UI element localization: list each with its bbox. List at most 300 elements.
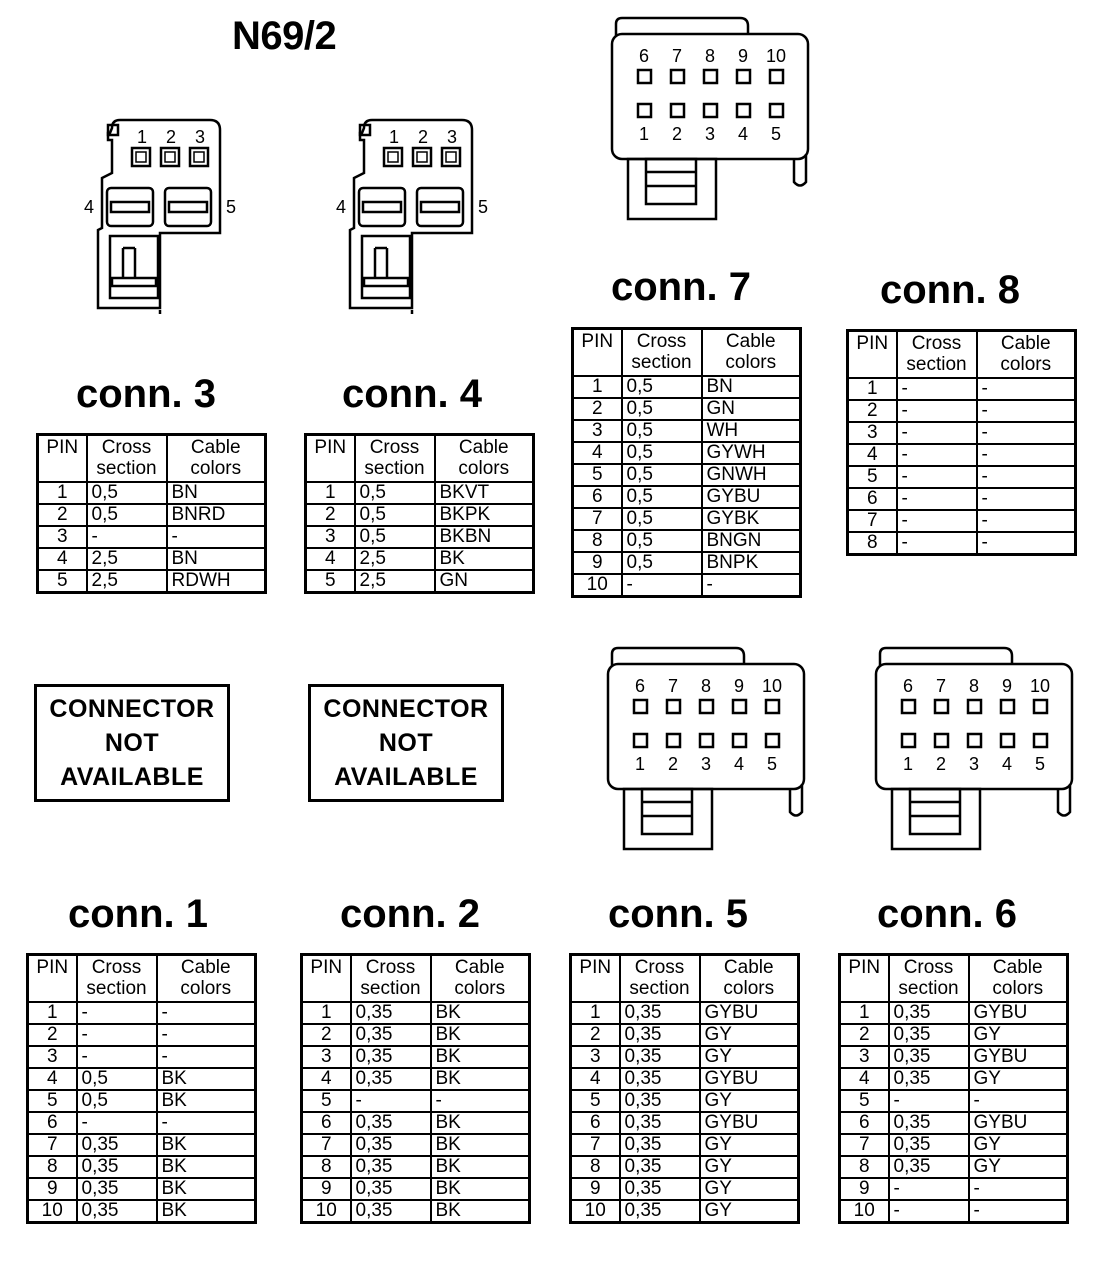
cable-color-cell: GYBU (969, 1002, 1068, 1024)
table-row (571, 1002, 799, 1024)
table-row (573, 508, 801, 530)
cable-color-cell: - (702, 574, 801, 597)
cross-section-header: Cross section (77, 955, 157, 1003)
cable-colors-header: Cable colors (700, 955, 799, 1003)
cable-color-cell: GY (969, 1024, 1068, 1046)
pin-cell: 9 (571, 1178, 620, 1200)
table-row (840, 1024, 1068, 1046)
cable-color-cell: - (157, 1002, 256, 1024)
header-row (38, 435, 266, 483)
cable-color-cell: GY (969, 1068, 1068, 1090)
pin-number-label: 10 (761, 676, 783, 696)
cross-section-cell: 2,5 (355, 570, 435, 593)
pin-cell: 1 (28, 1002, 77, 1024)
cable-color-cell: GN (435, 570, 534, 593)
table-row (840, 1090, 1068, 1112)
cross-section-cell: - (889, 1200, 969, 1223)
table-row (573, 530, 801, 552)
pin-number-label: 4 (737, 124, 749, 144)
cable-color-cell: BKVT (435, 482, 534, 504)
pin-number-label: 4 (336, 197, 347, 217)
table-row (840, 1068, 1068, 1090)
table-row (306, 548, 534, 570)
pin-cell: 10 (302, 1200, 351, 1223)
pin-cell: 2 (302, 1024, 351, 1046)
pin-number-label: 4 (84, 197, 95, 217)
pin-cell: 6 (573, 486, 622, 508)
pin-cell: 5 (840, 1090, 889, 1112)
pin-cell: 4 (302, 1068, 351, 1090)
pin-cell: 8 (573, 530, 622, 552)
pin-number-label: 3 (968, 754, 980, 774)
header-row (306, 435, 534, 483)
pin-number-label: 4 (1001, 754, 1013, 774)
cable-color-cell: BK (431, 1200, 530, 1223)
cross-section-cell: 0,35 (889, 1046, 969, 1068)
cross-section-cell: 0,5 (622, 486, 702, 508)
pin-number-label: 6 (634, 676, 646, 696)
cable-color-cell: BKPK (435, 504, 534, 526)
table-row (306, 526, 534, 548)
pin-header: PIN (306, 435, 355, 483)
table-row (38, 526, 266, 548)
pin-number-label: 3 (447, 127, 458, 147)
table-row (306, 570, 534, 593)
table-row (28, 1178, 256, 1200)
table-row (840, 1112, 1068, 1134)
cable-color-cell: BK (431, 1002, 530, 1024)
cross-section-cell: 0,35 (889, 1002, 969, 1024)
cross-section-cell: 0,5 (622, 442, 702, 464)
cable-color-cell: RDWH (167, 570, 266, 593)
cross-section-cell: 0,35 (620, 1178, 700, 1200)
pin-cell: 6 (28, 1112, 77, 1134)
pin-cell: 10 (571, 1200, 620, 1223)
cross-section-cell: 0,5 (622, 376, 702, 398)
cross-section-cell: 0,5 (355, 526, 435, 548)
table-row (302, 1178, 530, 1200)
pin-number-label: 2 (667, 754, 679, 774)
cross-section-cell: 0,35 (620, 1002, 700, 1024)
pin-cell: 9 (28, 1178, 77, 1200)
cable-color-cell: - (977, 422, 1076, 444)
pin-cell: 7 (848, 510, 897, 532)
cable-color-cell: BN (167, 548, 266, 570)
pin-number-label: 5 (478, 197, 489, 217)
cross-section-cell: - (77, 1002, 157, 1024)
pin-number-label: 7 (667, 676, 679, 696)
cross-section-cell: 0,35 (351, 1024, 431, 1046)
cross-section-cell: 0,35 (77, 1200, 157, 1223)
cable-color-cell: - (969, 1178, 1068, 1200)
table-row (848, 488, 1076, 510)
cross-section-cell: 2,5 (87, 570, 167, 593)
pin-number-label: 6 (902, 676, 914, 696)
cable-color-cell: GYBU (969, 1112, 1068, 1134)
cross-section-cell: - (87, 526, 167, 548)
conn1-pin-table (26, 953, 257, 1224)
header-row (573, 329, 801, 377)
cross-section-cell: - (897, 400, 977, 422)
pin-number-label: 2 (671, 124, 683, 144)
pin-cell: 6 (848, 488, 897, 510)
table-row (573, 486, 801, 508)
table-row (28, 1090, 256, 1112)
cable-color-cell: GY (700, 1178, 799, 1200)
cable-color-cell: GNWH (702, 464, 801, 486)
cross-section-cell: 0,5 (622, 530, 702, 552)
cross-section-cell: 0,35 (620, 1090, 700, 1112)
cable-color-cell: BK (431, 1156, 530, 1178)
cross-section-cell: 0,35 (351, 1200, 431, 1223)
cross-section-cell: 0,35 (620, 1046, 700, 1068)
table-row (571, 1178, 799, 1200)
connector-not-available-box-2 (308, 684, 504, 802)
table-row (840, 1002, 1068, 1024)
cross-section-cell: 0,35 (620, 1200, 700, 1223)
pin-cell: 3 (573, 420, 622, 442)
table-row (571, 1156, 799, 1178)
pin-cell: 5 (571, 1090, 620, 1112)
table-row (848, 378, 1076, 400)
pin-cell: 1 (38, 482, 87, 504)
cross-section-cell: 0,5 (622, 464, 702, 486)
pin-cell: 7 (28, 1134, 77, 1156)
cable-colors-header: Cable colors (969, 955, 1068, 1003)
pin-cell: 9 (840, 1178, 889, 1200)
cable-colors-header: Cable colors (435, 435, 534, 483)
cable-color-cell: BKBN (435, 526, 534, 548)
table-row (28, 1112, 256, 1134)
cross-section-cell: 0,35 (620, 1156, 700, 1178)
pin-cell: 3 (848, 422, 897, 444)
pin-number-label: 5 (1034, 754, 1046, 774)
table-row (573, 464, 801, 486)
table-row (840, 1200, 1068, 1223)
table-row (302, 1134, 530, 1156)
table-row (28, 1024, 256, 1046)
pin-header: PIN (840, 955, 889, 1003)
pin-header: PIN (302, 955, 351, 1003)
cable-color-cell: BNPK (702, 552, 801, 574)
cable-color-cell: - (431, 1090, 530, 1112)
pin-cell: 8 (840, 1156, 889, 1178)
cross-section-cell: 0,35 (77, 1178, 157, 1200)
conn7-title: conn. 7 (611, 265, 752, 309)
pin-cell: 3 (302, 1046, 351, 1068)
cable-color-cell: BK (157, 1090, 256, 1112)
header-row (848, 331, 1076, 379)
pin-cell: 4 (840, 1068, 889, 1090)
cross-section-cell: - (351, 1090, 431, 1112)
table-row (571, 1134, 799, 1156)
cable-color-cell: - (977, 510, 1076, 532)
cable-color-cell: GY (969, 1156, 1068, 1178)
pin-number-label: 9 (1001, 676, 1013, 696)
cross-section-cell: 0,5 (87, 504, 167, 526)
cable-color-cell: - (157, 1046, 256, 1068)
conn4-pin-table (304, 433, 535, 594)
cable-color-cell: - (157, 1024, 256, 1046)
cable-color-cell: - (969, 1200, 1068, 1223)
conn8-pin-table (846, 329, 1077, 556)
pin-number-label: 7 (935, 676, 947, 696)
pin-number-label: 5 (770, 124, 782, 144)
cable-color-cell: BK (431, 1112, 530, 1134)
pin-cell: 5 (306, 570, 355, 593)
pin-cell: 5 (573, 464, 622, 486)
cross-section-cell: 0,35 (351, 1156, 431, 1178)
pin-number-label: 5 (226, 197, 237, 217)
pin-cell: 1 (302, 1002, 351, 1024)
table-row (840, 1156, 1068, 1178)
table-row (302, 1046, 530, 1068)
cross-section-cell: - (77, 1024, 157, 1046)
pin-number-label: 4 (733, 754, 745, 774)
table-row (306, 504, 534, 526)
cable-colors-header: Cable colors (702, 329, 801, 377)
conn8-title: conn. 8 (880, 268, 1021, 312)
cross-section-cell: - (889, 1090, 969, 1112)
pin-cell: 3 (38, 526, 87, 548)
cross-section-cell: 0,5 (355, 504, 435, 526)
conn7-pin-table (571, 327, 802, 598)
table-row (28, 1046, 256, 1068)
cable-color-cell: GY (700, 1134, 799, 1156)
pin-number-label: 1 (389, 127, 400, 147)
pin-header: PIN (573, 329, 622, 377)
na-line: AVAILABLE (334, 763, 478, 791)
cable-color-cell: BK (431, 1068, 530, 1090)
pin-number-label: 2 (935, 754, 947, 774)
cable-color-cell: BN (167, 482, 266, 504)
table-row (848, 422, 1076, 444)
cross-section-header: Cross section (622, 329, 702, 377)
pin-cell: 3 (306, 526, 355, 548)
pin-number-label: 2 (418, 127, 429, 147)
cross-section-cell: 0,35 (620, 1068, 700, 1090)
header-row (302, 955, 530, 1003)
cross-section-cell: - (897, 444, 977, 466)
pin-cell: 2 (571, 1024, 620, 1046)
conn6-title: conn. 6 (877, 892, 1018, 936)
pin-header: PIN (571, 955, 620, 1003)
table-row (571, 1200, 799, 1223)
pin-cell: 7 (302, 1134, 351, 1156)
pin-cell: 6 (571, 1112, 620, 1134)
cable-color-cell: - (167, 526, 266, 548)
table-row (28, 1068, 256, 1090)
table-row (306, 482, 534, 504)
table-row (302, 1112, 530, 1134)
conn1-title: conn. 1 (68, 892, 209, 936)
table-row (28, 1156, 256, 1178)
cable-color-cell: BK (157, 1134, 256, 1156)
pin-header: PIN (38, 435, 87, 483)
cross-section-cell: 0,35 (620, 1112, 700, 1134)
ten-pin-connector-drawing-conn6 (874, 644, 1084, 854)
cross-section-cell: 0,35 (889, 1112, 969, 1134)
pin-cell: 2 (306, 504, 355, 526)
cable-color-cell: - (969, 1090, 1068, 1112)
pin-cell: 4 (571, 1068, 620, 1090)
pin-number-label: 1 (137, 127, 148, 147)
pin-cell: 1 (573, 376, 622, 398)
table-row (28, 1134, 256, 1156)
table-row (848, 510, 1076, 532)
cross-section-header: Cross section (355, 435, 435, 483)
header-row (840, 955, 1068, 1003)
pin-number-label: 3 (195, 127, 206, 147)
cross-section-cell: 0,5 (622, 508, 702, 530)
pin-number-label: 1 (638, 124, 650, 144)
pin-number-label: 3 (704, 124, 716, 144)
pin-number-label: 6 (638, 46, 650, 66)
page-title: N69/2 (232, 14, 337, 58)
cross-section-cell: 0,35 (889, 1156, 969, 1178)
table-row (28, 1200, 256, 1223)
cable-colors-header: Cable colors (167, 435, 266, 483)
pin-cell: 9 (302, 1178, 351, 1200)
cable-color-cell: BK (431, 1024, 530, 1046)
table-row (302, 1002, 530, 1024)
conn4-title: conn. 4 (342, 372, 483, 416)
conn3-pin-table (36, 433, 267, 594)
ten-pin-connector-drawing-top (610, 14, 820, 224)
cross-section-cell: 0,35 (351, 1046, 431, 1068)
table-row (848, 444, 1076, 466)
table-row (38, 548, 266, 570)
cable-color-cell: GYBU (702, 486, 801, 508)
conn5-pin-table (569, 953, 800, 1224)
pin-number-label: 8 (700, 676, 712, 696)
cable-colors-header: Cable colors (431, 955, 530, 1003)
header-row (28, 955, 256, 1003)
cable-color-cell: GYBU (700, 1002, 799, 1024)
cross-section-cell: - (889, 1178, 969, 1200)
table-row (848, 532, 1076, 555)
cable-color-cell: GYBU (700, 1112, 799, 1134)
table-row (840, 1046, 1068, 1068)
cross-section-cell: 2,5 (355, 548, 435, 570)
pin-cell: 8 (28, 1156, 77, 1178)
cable-color-cell: GY (969, 1134, 1068, 1156)
cross-section-cell: 0,35 (889, 1024, 969, 1046)
pin-cell: 2 (28, 1024, 77, 1046)
pin-cell: 9 (573, 552, 622, 574)
cross-section-cell: 0,5 (622, 552, 702, 574)
table-row (38, 504, 266, 526)
cable-color-cell: BK (431, 1046, 530, 1068)
pin-cell: 6 (302, 1112, 351, 1134)
cross-section-cell: 0,5 (77, 1068, 157, 1090)
small-connector-drawing-a (80, 118, 260, 323)
pin-header: PIN (848, 331, 897, 379)
cross-section-cell: - (897, 510, 977, 532)
cross-section-header: Cross section (87, 435, 167, 483)
cable-color-cell: - (977, 444, 1076, 466)
cross-section-cell: - (897, 532, 977, 555)
pin-cell: 7 (573, 508, 622, 530)
conn2-title: conn. 2 (340, 892, 481, 936)
na-line: AVAILABLE (60, 763, 204, 791)
table-row (302, 1024, 530, 1046)
cross-section-cell: 2,5 (87, 548, 167, 570)
pin-number-label: 1 (902, 754, 914, 774)
cable-color-cell: BK (157, 1156, 256, 1178)
pin-cell: 8 (571, 1156, 620, 1178)
small-connector-drawing-b (332, 118, 512, 323)
pin-cell: 4 (306, 548, 355, 570)
cable-color-cell: BK (435, 548, 534, 570)
pin-cell: 10 (28, 1200, 77, 1223)
table-row (571, 1090, 799, 1112)
cable-color-cell: GYBU (700, 1068, 799, 1090)
cross-section-cell: 0,35 (351, 1002, 431, 1024)
table-row (571, 1068, 799, 1090)
pin-cell: 6 (840, 1112, 889, 1134)
cross-section-cell: 0,35 (620, 1024, 700, 1046)
pin-number-label: 10 (765, 46, 787, 66)
cable-color-cell: GY (700, 1200, 799, 1223)
table-row (302, 1090, 530, 1112)
pin-cell: 7 (840, 1134, 889, 1156)
cable-color-cell: BK (157, 1068, 256, 1090)
cable-color-cell: BK (157, 1200, 256, 1223)
pin-cell: 5 (302, 1090, 351, 1112)
pin-cell: 1 (571, 1002, 620, 1024)
cable-color-cell: BK (431, 1178, 530, 1200)
na-line: CONNECTOR (323, 695, 489, 723)
na-line: NOT (378, 729, 434, 757)
cross-section-cell: - (897, 378, 977, 400)
cable-color-cell: BNGN (702, 530, 801, 552)
cross-section-cell: - (897, 466, 977, 488)
pin-cell: 4 (573, 442, 622, 464)
pin-number-label: 8 (968, 676, 980, 696)
pin-cell: 3 (840, 1046, 889, 1068)
cross-section-cell: - (77, 1112, 157, 1134)
pin-cell: 2 (840, 1024, 889, 1046)
pin-cell: 3 (571, 1046, 620, 1068)
pin-cell: 10 (573, 574, 622, 597)
pin-header: PIN (28, 955, 77, 1003)
table-row (571, 1024, 799, 1046)
cross-section-cell: 0,35 (351, 1068, 431, 1090)
pin-cell: 10 (840, 1200, 889, 1223)
cross-section-cell: 0,5 (622, 398, 702, 420)
conn5-title: conn. 5 (608, 892, 749, 936)
cable-color-cell: GY (700, 1046, 799, 1068)
pin-number-label: 9 (733, 676, 745, 696)
pin-cell: 2 (848, 400, 897, 422)
cross-section-header: Cross section (620, 955, 700, 1003)
cable-color-cell: BK (431, 1134, 530, 1156)
cross-section-cell: 0,35 (351, 1178, 431, 1200)
cable-color-cell: GYWH (702, 442, 801, 464)
cable-color-cell: GYBU (969, 1046, 1068, 1068)
table-row (38, 570, 266, 593)
cable-colors-header: Cable colors (977, 331, 1076, 379)
table-row (302, 1200, 530, 1223)
cable-color-cell: - (977, 400, 1076, 422)
pin-number-label: 10 (1029, 676, 1051, 696)
header-row (571, 955, 799, 1003)
ten-pin-connector-drawing-conn5 (606, 644, 816, 854)
pin-cell: 2 (573, 398, 622, 420)
cable-color-cell: - (157, 1112, 256, 1134)
cable-color-cell: BNRD (167, 504, 266, 526)
